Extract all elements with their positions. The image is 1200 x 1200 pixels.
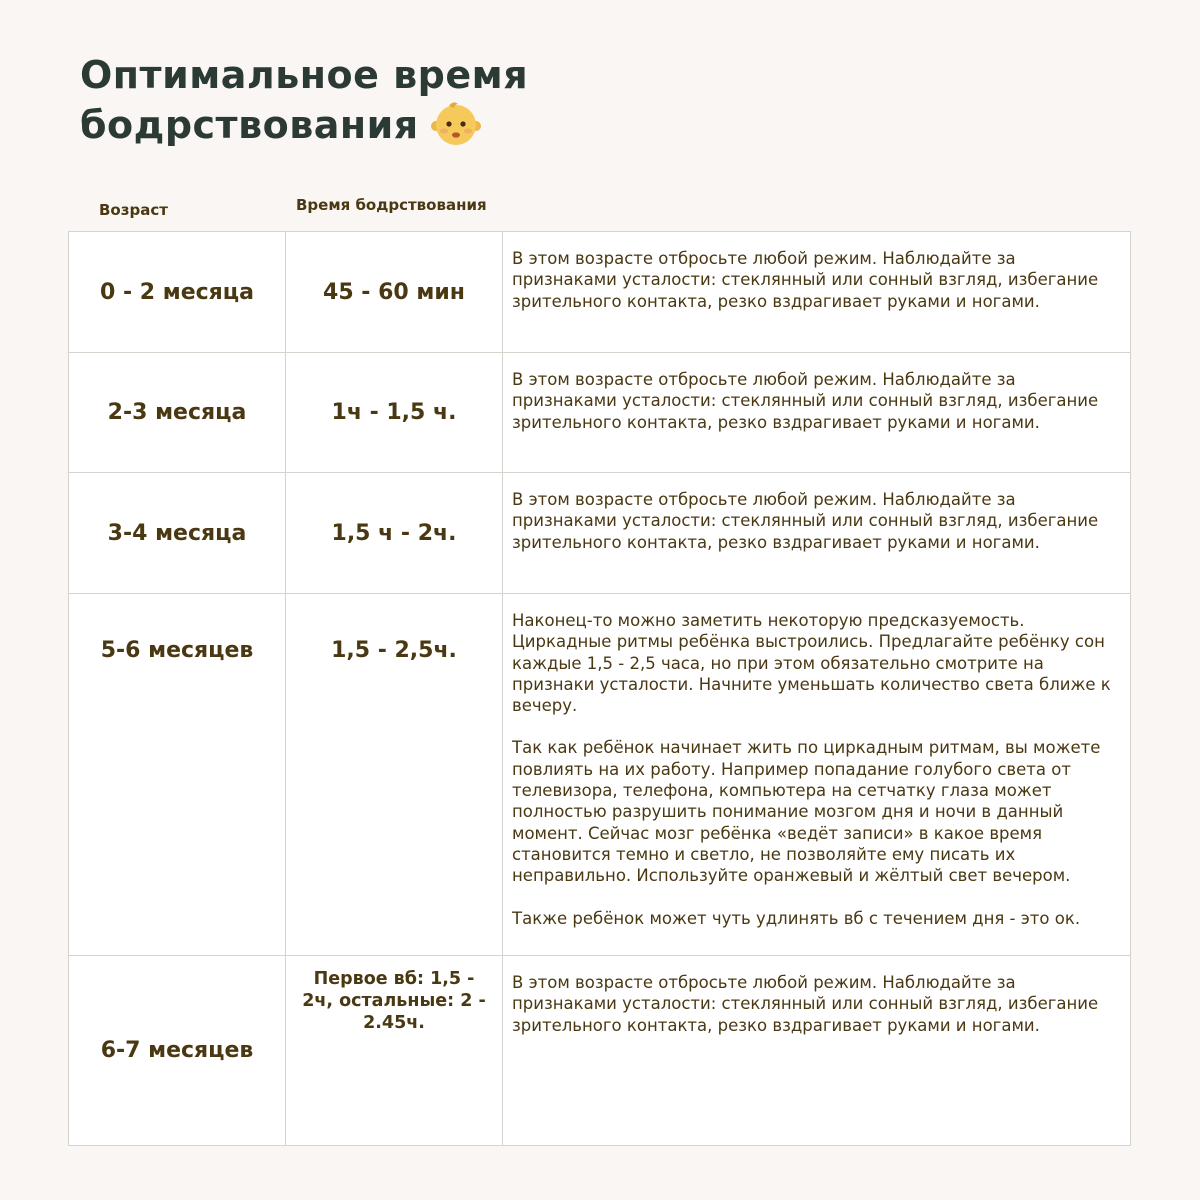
- title-line-2-text: бодрствования: [80, 103, 419, 147]
- age-cell: 3-4 месяца: [69, 473, 286, 594]
- description-cell: [503, 232, 1131, 353]
- table-row: [69, 473, 1131, 594]
- description-paragraph: Наконец-то можно заметить некоторую предсказуемость. Циркадные ритмы ребёнка выстроились. Предлагайте ребёнку сон каждые 1,5 - 2,5 часа, но при этом обязательно смотрите на признаки усталости. Начните уменьшать количество света ближе к вечеру.: [512, 611, 1111, 716]
- description-paragraph: Так как ребёнок начинает жить по циркадным ритмам, вы можете повлиять на их работу. Например попадание голубого света от телевизора, телефона, компьютера на сетчатку глаза может полностью разрушить понимание мозгом дня и ночи в данный момент. Сейчас мозг ребёнка «ведёт записи» в какое время становится темно и светло, не позволяйте ему писать их неправильно. Используйте оранжевый и жёлтый свет вечером.: [512, 738, 1101, 886]
- wake-time-cell: 1,5 ч - 2ч.: [286, 473, 503, 594]
- description-cell: [503, 956, 1131, 1146]
- column-header-age: Возраст: [99, 201, 168, 219]
- description-paragraph: Также ребёнок может чуть удлинять вб с течением дня - это ок.: [512, 908, 1081, 928]
- wake-time-cell-text: 1,5 - 2,5ч.: [331, 638, 457, 663]
- table-row: [69, 232, 1131, 353]
- description-cell: [503, 353, 1131, 473]
- description-paragraph: В этом возрасте отбросьте любой режим. Наблюдайте за признаками усталости: стеклянный или сонный взгляд, избегание зрительного контакта, резко вздрагивает руками и ногами.: [512, 249, 1099, 311]
- title-line-2: [80, 100, 780, 153]
- wake-time-cell-text: Первое вб: 1,5 - 2ч, остальные: 2 - 2.45ч.: [302, 969, 486, 1033]
- wake-time-cell: [286, 956, 503, 1146]
- column-header-wake-time: Время бодрствования: [296, 196, 487, 214]
- wake-time-cell: 1ч - 1,5 ч.: [286, 353, 503, 473]
- age-cell-text: 5-6 месяцев: [100, 638, 254, 663]
- baby-face-icon: [431, 99, 481, 149]
- table-row: [69, 594, 1131, 956]
- age-cell: [69, 594, 286, 956]
- table-row: [69, 353, 1131, 473]
- description-paragraph: В этом возрасте отбросьте любой режим. Наблюдайте за признаками усталости: стеклянный или сонный взгляд, избегание зрительного контакта, резко вздрагивает руками и ногами.: [512, 490, 1099, 552]
- wake-time-cell: [286, 594, 503, 956]
- wake-time-table: [68, 231, 1131, 1146]
- page-title: [80, 50, 780, 153]
- wake-time-cell: 45 - 60 мин: [286, 232, 503, 353]
- age-cell: 0 - 2 месяца: [69, 232, 286, 353]
- description-cell: [503, 594, 1131, 956]
- description-cell: [503, 473, 1131, 594]
- table-row: [69, 956, 1131, 1146]
- description-paragraph: В этом возрасте отбросьте любой режим. Наблюдайте за признаками усталости: стеклянный или сонный взгляд, избегание зрительного контакта, резко вздрагивает руками и ногами.: [512, 973, 1099, 1035]
- title-line-1: Оптимальное время: [80, 53, 529, 97]
- age-cell: 2-3 месяца: [69, 353, 286, 473]
- age-cell: 6-7 месяцев: [69, 956, 286, 1146]
- description-paragraph: В этом возрасте отбросьте любой режим. Наблюдайте за признаками усталости: стеклянный или сонный взгляд, избегание зрительного контакта, резко вздрагивает руками и ногами.: [512, 370, 1099, 432]
